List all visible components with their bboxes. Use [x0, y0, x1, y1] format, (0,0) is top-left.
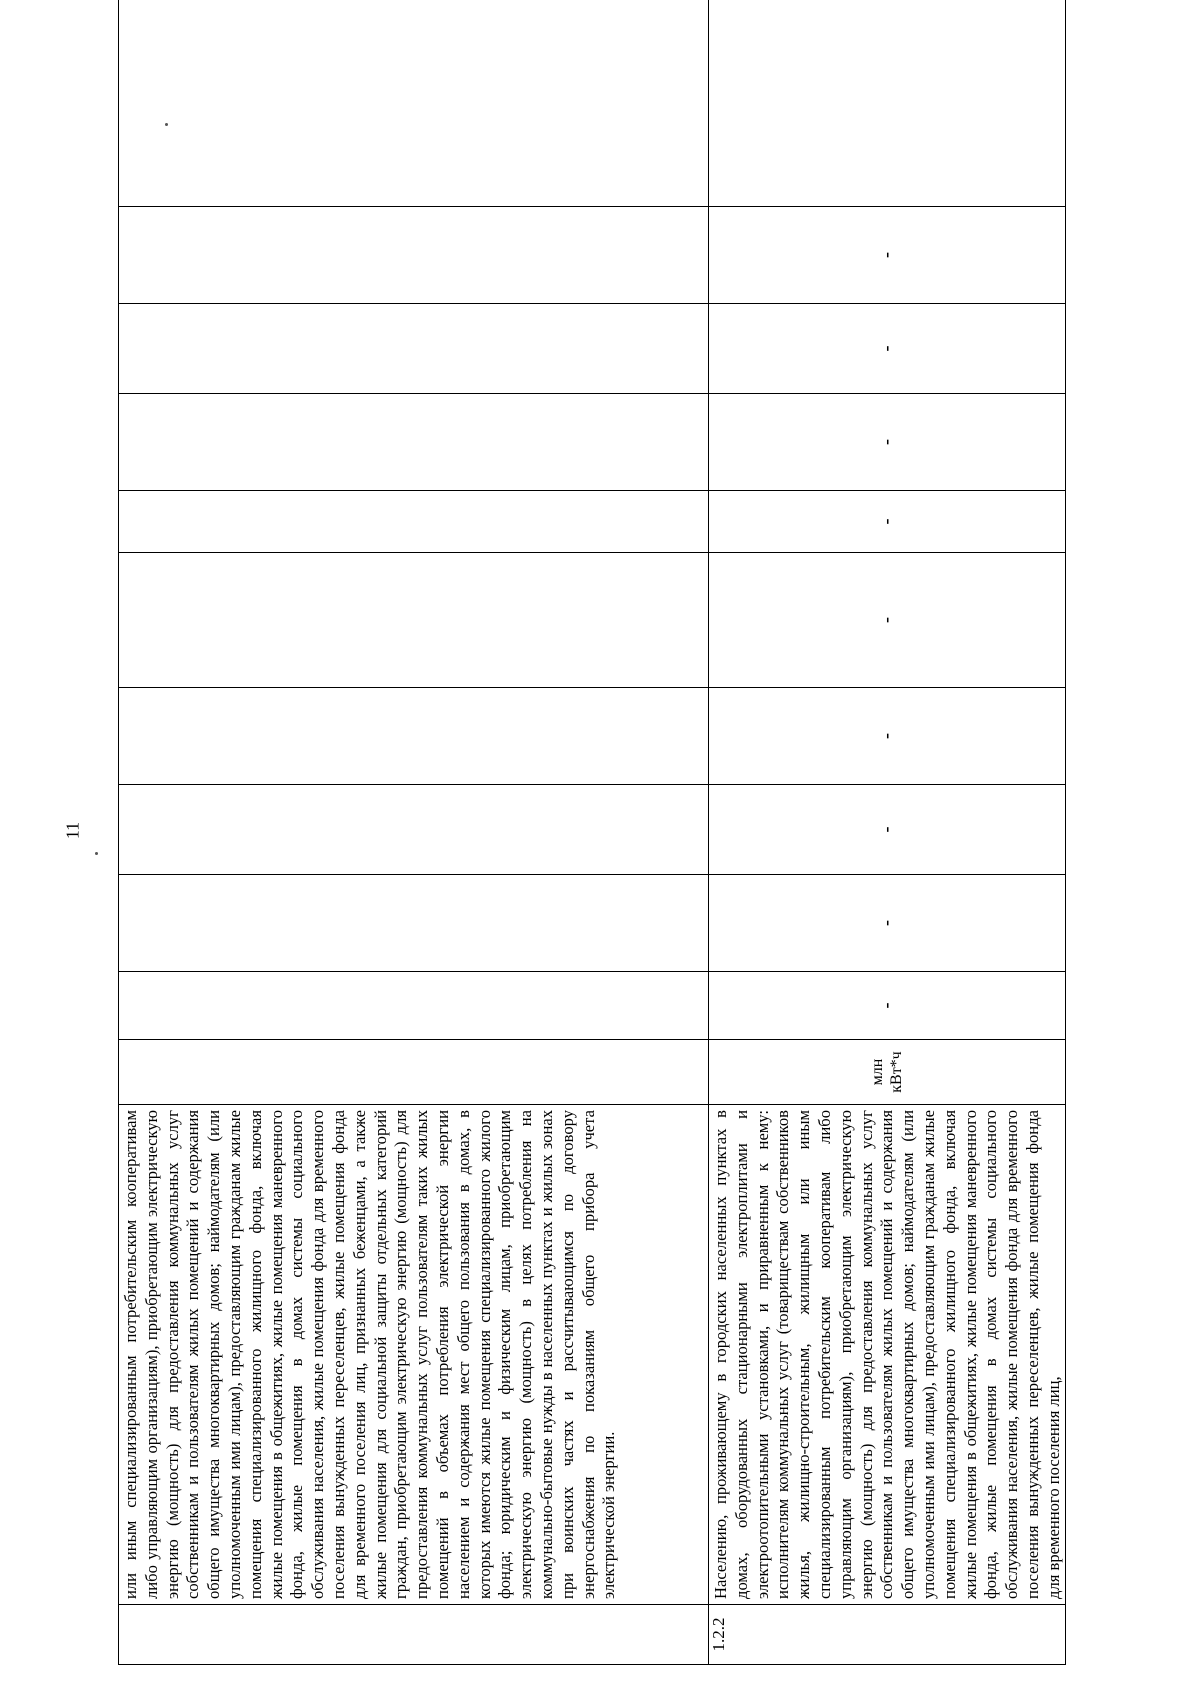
value-cell — [119, 207, 709, 304]
unit-cell — [119, 1040, 709, 1105]
tariff-table — [118, 0, 1066, 1665]
value-cell: - — [709, 688, 1066, 785]
row-number: 1.2.2 — [709, 1605, 1066, 1665]
row-description — [119, 1105, 709, 1605]
scan-speck — [95, 852, 98, 855]
value-cell: - — [709, 553, 1066, 688]
value-cell: - — [709, 304, 1066, 394]
value-cell: - — [709, 394, 1066, 491]
value-cell — [119, 785, 709, 875]
value-cell — [119, 553, 709, 688]
value-cell: - — [709, 785, 1066, 875]
value-cell — [119, 491, 709, 553]
value-cell — [119, 394, 709, 491]
empty-cell — [119, 0, 709, 207]
description-text: Населению, проживающему в городских населенных пунктах в домах, оборудованных стационарными электроплитами и электроотопительными установками, и приравненным к нему: исполнителям коммунальных услуг (товариществам собственников жилья, жилищно-строительным, жилищным или иным специализированным потребительским кооперативам либо управляющим организациям), приобретающим электрическую энергию (мощность) для предоставления коммунальных услуг собственникам и пользователям жилых помещений и содержания общего имущества многоквартирных домов; наймодателям (или уполномоченным ими лицам), предоставляющим гражданам жилые помещения специализированного жилищного фонда, включая жилые помещения в общежитиях, жилые помещения маневренного фонда, жилые помещения в домах системы социального обслуживания населения, жилые помещения фонда для временного поселения вынужденных переселенцев, жилые помещения фонда для временного поселения лиц, — [711, 1110, 1063, 1599]
value-cell — [119, 304, 709, 394]
unit-cell: млн кВт*ч — [709, 1040, 1066, 1105]
value-cell — [119, 972, 709, 1040]
table-row — [119, 0, 709, 1665]
value-cell: - — [709, 875, 1066, 972]
row-number — [119, 1605, 709, 1665]
value-cell — [119, 688, 709, 785]
row-description — [709, 1105, 1066, 1605]
rotated-table-wrapper — [118, 35, 1063, 1665]
value-cell: - — [709, 491, 1066, 553]
value-cell — [119, 875, 709, 972]
description-text: или иным специализированным потребительским кооперативам либо управляющим организациям), приобретающим электрическую энергию (мощность) для предоставления коммунальных услуг собственникам и пользователям жилых помещений и содержания общего имущества многоквартирных домов; наймодателям (или уполномоченным ими лицам), предоставляющим гражданам жилые помещения специализированного жилищного фонда, включая жилые помещения в общежитиях, жилые помещения маневренного фонда, жилые помещения в домах системы социального обслуживания населения, жилые помещения фонда для временного поселения вынужденных переселенцев, жилые помещения фонда для временного поселения лиц, признанных беженцами, а также жилые помещения для социальной защиты отдельных категорий граждан, приобретающим электрическую энергию (мощность) для предоставления коммунальных услуг пользователям таких жилых помещений в объемах потребления электрической энергии населением и содержания мест общего пользования в домах, в которых имеются жилые помещения специализированного жилого фонда; юридическим и физическим лицам, приобретающим электрическую энергию (мощность) в целях потребления на коммунально-бытовые нужды в населенных пунктах и жилых зонах при воинских частях и рассчитывающимся по договору энергоснабжения по показаниям общего прибора учета электрической энергии. — [121, 1110, 619, 1599]
table-row — [709, 0, 1066, 1665]
empty-cell — [709, 0, 1066, 207]
value-cell: - — [709, 972, 1066, 1040]
value-cell: - — [709, 207, 1066, 304]
page-number: 11 — [62, 821, 83, 840]
